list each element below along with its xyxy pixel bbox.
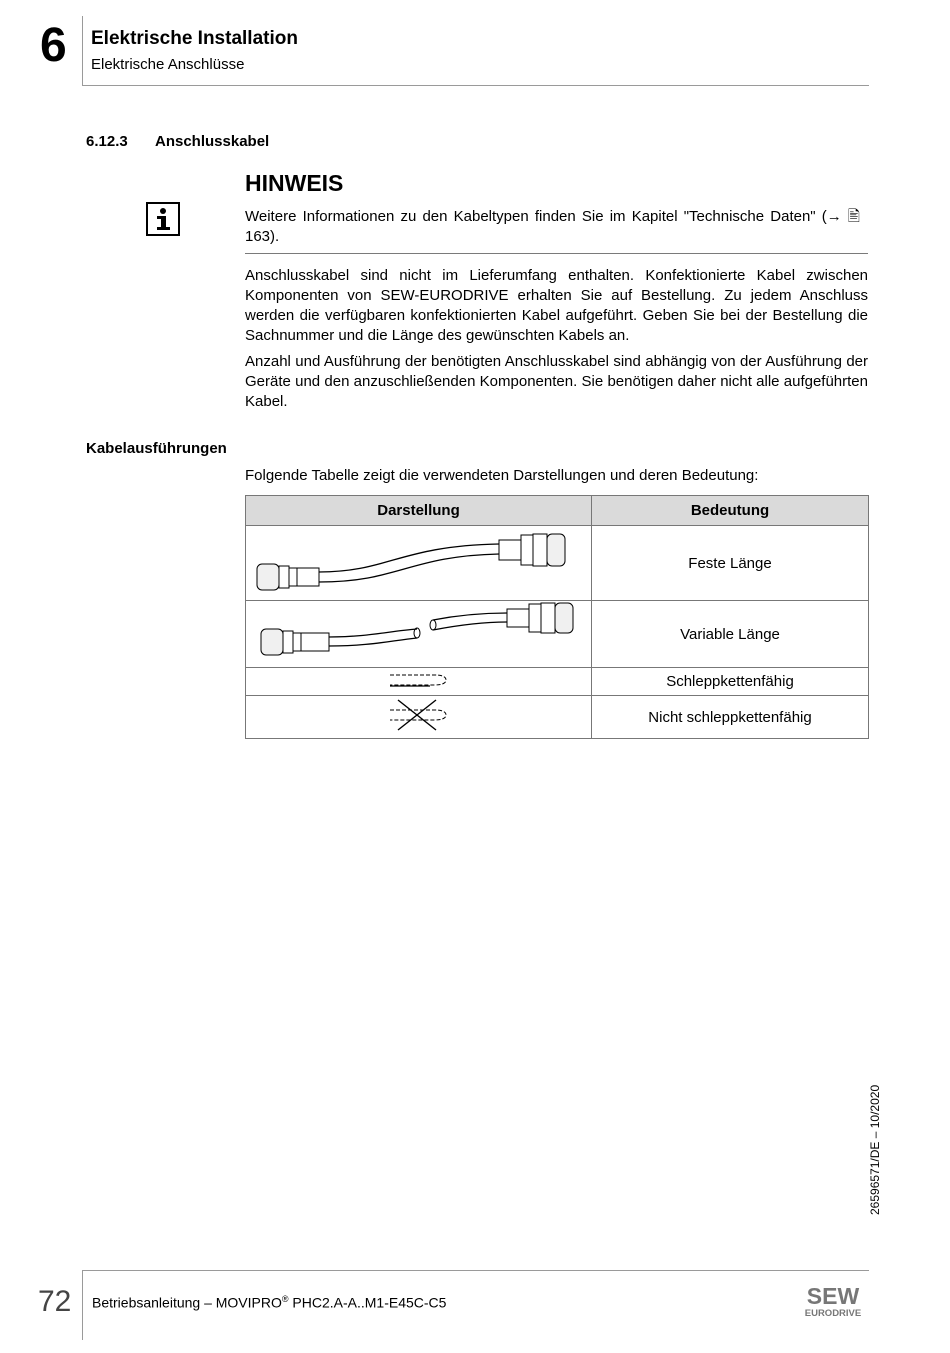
header-subtitle: Elektrische Anschlüsse xyxy=(91,56,245,73)
variable-length-cable-icon xyxy=(246,601,592,668)
cable-legend-table xyxy=(245,495,869,739)
column-header-bedeutung: Bedeutung xyxy=(592,496,869,526)
sew-eurodrive-logo xyxy=(797,1284,869,1325)
svg-text:SEW: SEW xyxy=(806,1284,860,1309)
section-title: Anschlusskabel xyxy=(155,133,270,150)
hinweis-rule xyxy=(245,253,868,254)
footer-rule xyxy=(82,1270,869,1271)
column-header-darstellung: Darstellung xyxy=(246,496,592,526)
table-row xyxy=(246,526,869,601)
header-title: Elektrische Installation xyxy=(91,28,298,49)
table-intro: Folgende Tabelle zeigt die verwendeten Darstellungen und deren Bedeutung: xyxy=(245,467,759,484)
meaning-drag-chain: Schleppkettenfähig xyxy=(592,668,869,696)
hinweis-title: HINWEIS xyxy=(245,170,344,196)
subheading-kabelausfuehrungen: Kabelausführungen xyxy=(86,440,227,457)
chapter-number: 6 xyxy=(40,19,67,72)
table-row xyxy=(246,696,869,739)
body-paragraph: Anzahl und Ausführung der benötigten Anschlusskabel sind abhängig von der Ausführung der Geräte und den anzuschließenden Komponenten. Sie benötigen daher nicht alle aufgeführten Kabel. xyxy=(245,353,868,410)
info-icon xyxy=(146,202,180,236)
meaning-fixed-length: Feste Länge xyxy=(592,526,869,601)
svg-text:EURODRIVE: EURODRIVE xyxy=(804,1308,862,1319)
meaning-not-drag-chain: Nicht schleppkettenfähig xyxy=(592,696,869,739)
section-number: 6.12.3 xyxy=(86,133,128,150)
body-paragraph: Anschlusskabel sind nicht im Lieferumfang enthalten. Konfektionierte Kabel zwischen Komponenten von SEW-EURODRIVE erhalten Sie auf Bestellung. Zu jedem Anschluss werden die verfügbaren konfektionierten Kabel aufgeführt. Geben Sie bei der Bestellung die Sachnummer und die Länge des gewünschten Kabels an. xyxy=(245,267,868,344)
fixed-length-cable-icon xyxy=(246,526,592,601)
meaning-variable-length: Variable Länge xyxy=(592,601,869,668)
footer-divider xyxy=(82,1270,83,1340)
header-divider xyxy=(82,16,83,86)
hinweis-text: Weitere Informationen zu den Kabeltypen finden Sie im Kapitel "Technische Daten" (→ 🖹 163). xyxy=(245,208,860,245)
page-number: 72 xyxy=(38,1285,72,1318)
not-drag-chain-icon xyxy=(246,696,592,739)
drag-chain-icon xyxy=(246,668,592,696)
document-code: 26596571/DE – 10/2020 xyxy=(868,1084,882,1215)
table-row xyxy=(246,668,869,696)
table-header-row xyxy=(246,496,869,526)
table-row xyxy=(246,601,869,668)
footer-document-title: Betriebsanleitung – MOVIPRO® PHC2.A-A..M1-E45C-C5 xyxy=(92,1294,447,1311)
header-rule xyxy=(82,85,869,86)
